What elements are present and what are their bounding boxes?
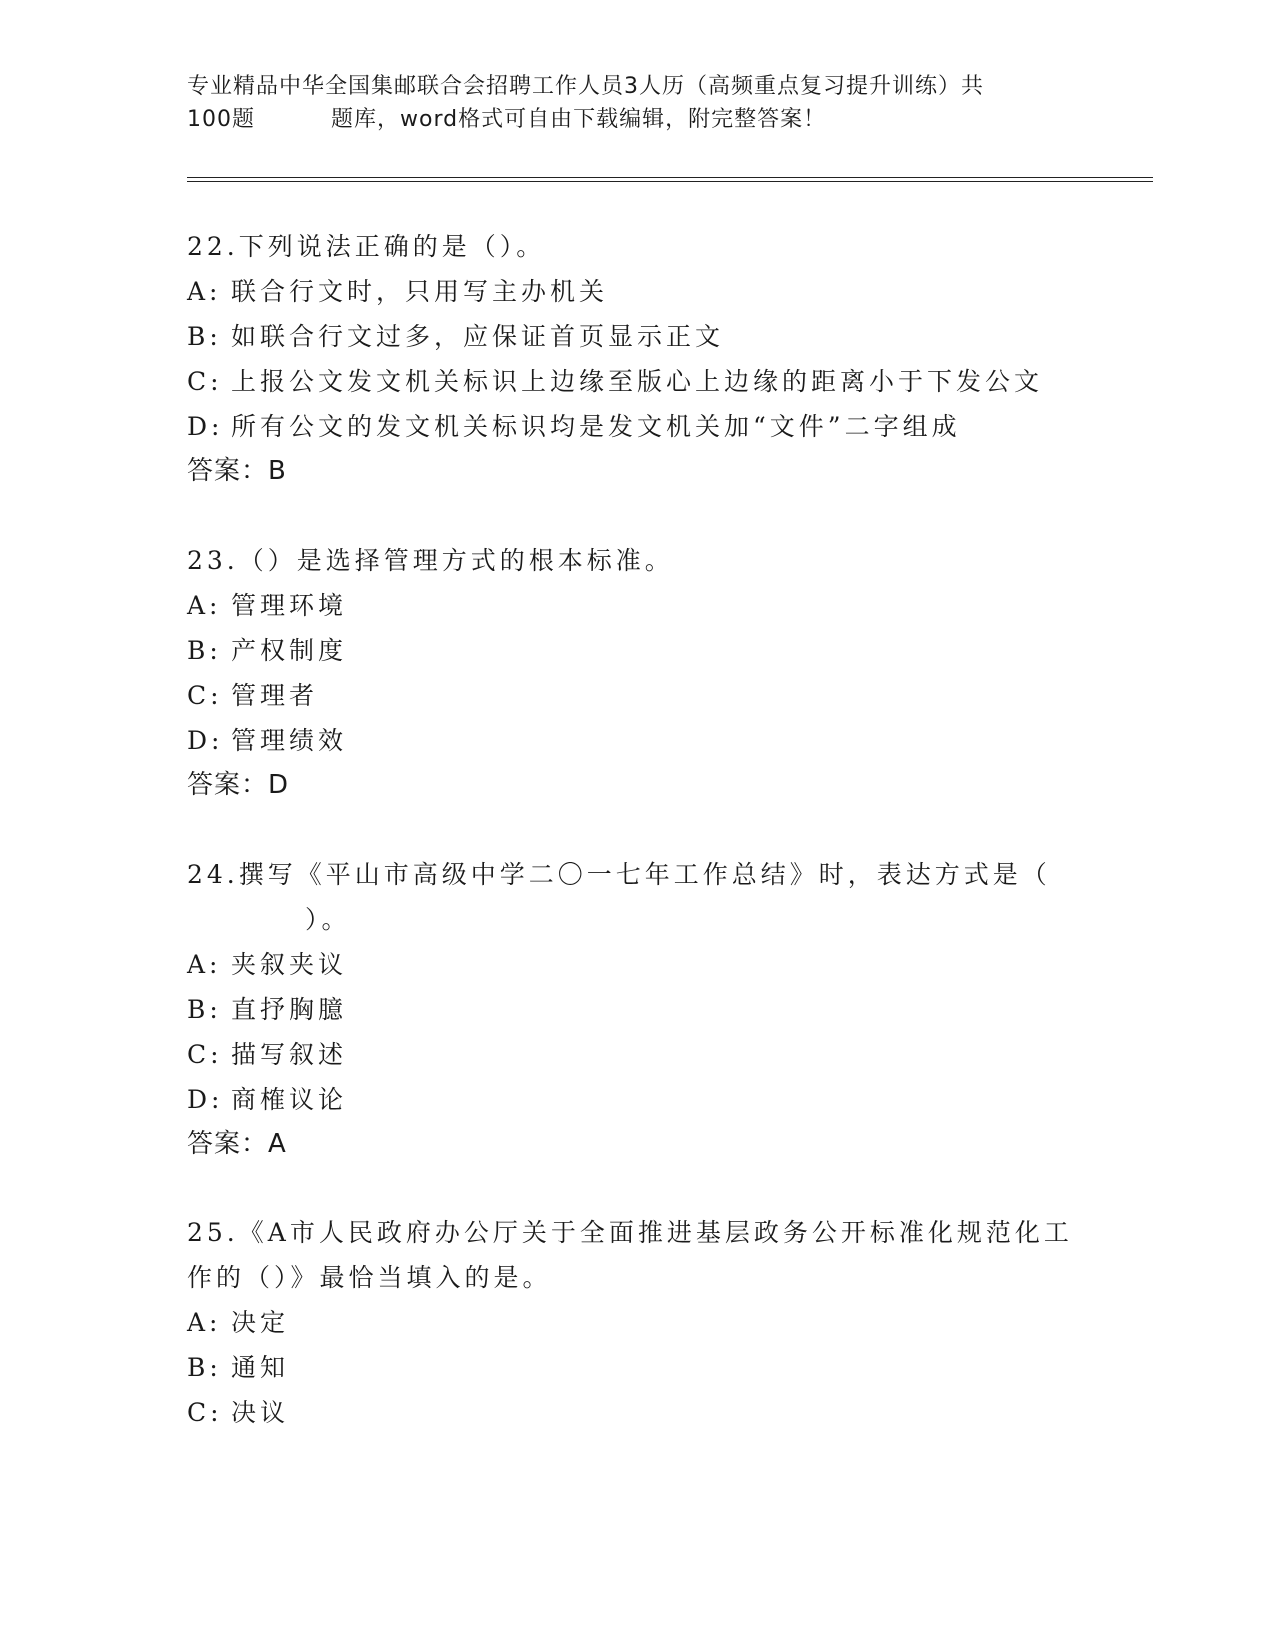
question-stem: 25.《A市人民政府办公厅关于全面推进基层政务公开标准化规范化工 [187, 1218, 1073, 1247]
question-22 [187, 224, 1067, 494]
option-b: B: 如联合行文过多，应保证首页显示正文 [187, 322, 725, 351]
option-d: D: 管理绩效 [187, 726, 348, 755]
answer: 答案：A [187, 1129, 287, 1159]
header-divider-top [187, 177, 1153, 178]
header-divider-bottom [187, 181, 1153, 182]
option-b: B: 通知 [187, 1353, 290, 1382]
question-stem: 22.下列说法正确的是（）。 [187, 232, 546, 261]
answer: 答案：D [187, 770, 290, 800]
question-stem: 23.（）是选择管理方式的根本标准。 [187, 546, 674, 575]
option-a: A: 夹叙夹议 [187, 950, 348, 979]
answer: 答案：B [187, 456, 287, 486]
document-header [187, 70, 1067, 136]
header-description: 题库，word格式可自由下载编辑，附完整答案！ [331, 107, 827, 132]
option-c: C: 上报公文发文机关标识上边缘至版心上边缘的距离小于下发公文 [187, 367, 1044, 396]
header-line-1: 专业精品中华全国集邮联合会招聘工作人员3人历（高频重点复习提升训练）共 [187, 74, 984, 99]
option-c: C: 描写叙述 [187, 1040, 348, 1069]
question-24 [187, 852, 1067, 1167]
option-d: D: 所有公文的发文机关标识均是发文机关加“文件”二字组成 [187, 412, 961, 441]
header-line-2 [187, 103, 1067, 136]
option-a: A: 管理环境 [187, 591, 348, 620]
question-23 [187, 538, 1067, 808]
option-b: B: 产权制度 [187, 636, 348, 665]
question-stem: 24.撰写《平山市高级中学二〇一七年工作总结》时，表达方式是（ [187, 860, 1051, 889]
option-c: C: 决议 [187, 1398, 290, 1427]
question-stem-continued: 作的（）》最恰当填入的是。 [187, 1263, 552, 1292]
option-a: A: 决定 [187, 1308, 290, 1337]
option-b: B: 直抒胸臆 [187, 995, 348, 1024]
question-stem-continued: ）。 [305, 905, 351, 934]
question-25 [187, 1210, 1073, 1435]
option-d: D: 商榷议论 [187, 1085, 348, 1114]
option-a: A: 联合行文时，只用写主办机关 [187, 277, 609, 306]
option-c: C: 管理者 [187, 681, 319, 710]
header-count: 100题 [187, 107, 255, 132]
